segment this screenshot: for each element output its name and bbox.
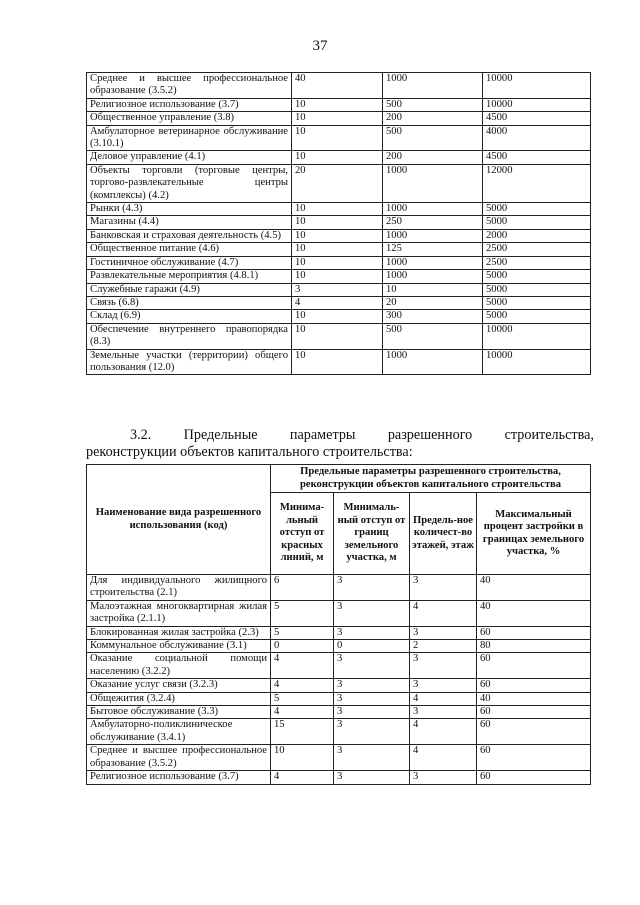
- value-cell: 3: [334, 575, 410, 601]
- value-cell: 10: [292, 125, 383, 151]
- use-type-cell: Оказание социальной помощи населению (3.2.2): [87, 653, 271, 679]
- use-type-cell: Для индивидуального жилищного строительства (2.1): [87, 575, 271, 601]
- value-cell: 10: [292, 243, 383, 256]
- value-cell: 5000: [483, 296, 591, 309]
- value-cell: 10: [292, 112, 383, 125]
- value-cell: 10: [292, 98, 383, 111]
- page-number: 37: [312, 38, 328, 54]
- value-cell: 10000: [483, 73, 591, 99]
- value-cell: 4: [271, 679, 334, 692]
- header-red-line-setback: Минима-льный отступ от красных линий, м: [271, 493, 334, 575]
- header-boundary-setback: Минималь-ный отступ от границ земельного участка, м: [334, 493, 410, 575]
- table-row: [87, 323, 591, 349]
- value-cell: 4: [271, 706, 334, 719]
- use-type-cell: Малоэтажная многоквартирная жилая застройка (2.1.1): [87, 600, 271, 626]
- section-word-2: параметры: [289, 427, 356, 443]
- table-row: [87, 706, 591, 719]
- use-type-cell: Религиозное использование (3.7): [87, 771, 271, 784]
- section-number: 3.2.: [130, 427, 152, 443]
- value-cell: 15: [271, 719, 334, 745]
- use-type-cell: Служебные гаражи (4.9): [87, 283, 292, 296]
- table-row: [87, 296, 591, 309]
- value-cell: 10000: [483, 323, 591, 349]
- value-cell: 3: [334, 706, 410, 719]
- section-word-3: разрешенного: [387, 427, 473, 443]
- value-cell: 4: [410, 719, 477, 745]
- value-cell: 40: [477, 600, 591, 626]
- value-cell: 250: [383, 216, 483, 229]
- table-row: [87, 98, 591, 111]
- value-cell: 40: [477, 575, 591, 601]
- value-cell: 1000: [383, 229, 483, 242]
- value-cell: 4: [271, 771, 334, 784]
- use-type-cell: Коммунальное обслуживание (3.1): [87, 640, 271, 653]
- value-cell: 3: [410, 679, 477, 692]
- section-line-2: реконструкции объектов капитального строительства:: [86, 444, 413, 460]
- value-cell: 4: [271, 653, 334, 679]
- value-cell: 20: [383, 296, 483, 309]
- header-use-type: Наименование вида разрешенного использования (код): [87, 465, 271, 575]
- value-cell: 10: [292, 310, 383, 323]
- use-type-cell: Обеспечение внутреннего правопорядка (8.3): [87, 323, 292, 349]
- value-cell: 60: [477, 653, 591, 679]
- value-cell: 3: [334, 653, 410, 679]
- value-cell: 60: [477, 745, 591, 771]
- value-cell: 5000: [483, 216, 591, 229]
- value-cell: 5000: [483, 310, 591, 323]
- table-row: [87, 151, 591, 164]
- value-cell: 4: [410, 600, 477, 626]
- value-cell: 10: [292, 349, 383, 375]
- table-row: [87, 719, 591, 745]
- value-cell: 500: [383, 323, 483, 349]
- table-row: [87, 216, 591, 229]
- section-heading: [86, 427, 594, 461]
- value-cell: 1000: [383, 203, 483, 216]
- value-cell: 40: [292, 73, 383, 99]
- value-cell: 3: [334, 719, 410, 745]
- value-cell: 60: [477, 626, 591, 639]
- land-use-limits-table: [86, 72, 591, 375]
- table-row: [87, 310, 591, 323]
- value-cell: 4500: [483, 151, 591, 164]
- value-cell: 3: [334, 745, 410, 771]
- use-type-cell: Банковская и страховая деятельность (4.5): [87, 229, 292, 242]
- value-cell: 3: [410, 706, 477, 719]
- value-cell: 1000: [383, 349, 483, 375]
- value-cell: 500: [383, 98, 483, 111]
- use-type-cell: Гостиничное обслуживание (4.7): [87, 256, 292, 269]
- value-cell: 1000: [383, 256, 483, 269]
- value-cell: 10: [292, 229, 383, 242]
- table-row: [87, 125, 591, 151]
- table-row: [87, 243, 591, 256]
- value-cell: 1000: [383, 73, 483, 99]
- value-cell: 200: [383, 112, 483, 125]
- header-limits-group: Предельные параметры разрешенного строительства, реконструкции объектов капитального строительства: [271, 465, 591, 493]
- value-cell: 300: [383, 310, 483, 323]
- value-cell: 5: [271, 626, 334, 639]
- value-cell: 0: [334, 640, 410, 653]
- use-type-cell: Магазины (4.4): [87, 216, 292, 229]
- value-cell: 4: [410, 745, 477, 771]
- value-cell: 10: [292, 270, 383, 283]
- value-cell: 4: [292, 296, 383, 309]
- use-type-cell: Амбулаторно-поликлиническое обслуживание (3.4.1): [87, 719, 271, 745]
- value-cell: 10000: [483, 98, 591, 111]
- use-type-cell: Общественное управление (3.8): [87, 112, 292, 125]
- table-row: [87, 270, 591, 283]
- table-row: [87, 256, 591, 269]
- value-cell: 0: [271, 640, 334, 653]
- use-type-cell: Общественное питание (4.6): [87, 243, 292, 256]
- value-cell: 60: [477, 679, 591, 692]
- value-cell: 10: [292, 203, 383, 216]
- section-word-4: строительства,: [504, 427, 594, 443]
- value-cell: 3: [334, 626, 410, 639]
- table-row: [87, 229, 591, 242]
- value-cell: 10: [383, 283, 483, 296]
- value-cell: 3: [410, 575, 477, 601]
- table-row: [87, 112, 591, 125]
- use-type-cell: Деловое управление (4.1): [87, 151, 292, 164]
- use-type-cell: Развлекательные мероприятия (4.8.1): [87, 270, 292, 283]
- value-cell: 2500: [483, 256, 591, 269]
- value-cell: 4: [410, 692, 477, 705]
- table-row: [87, 349, 591, 375]
- value-cell: 10: [292, 216, 383, 229]
- table-row: [87, 575, 591, 601]
- use-type-cell: Общежития (3.2.4): [87, 692, 271, 705]
- value-cell: 5000: [483, 203, 591, 216]
- table-row: [87, 692, 591, 705]
- use-type-cell: Блокированная жилая застройка (2.3): [87, 626, 271, 639]
- table-row: [87, 640, 591, 653]
- use-type-cell: Оказание услуг связи (3.2.3): [87, 679, 271, 692]
- value-cell: 3: [292, 283, 383, 296]
- value-cell: 200: [383, 151, 483, 164]
- value-cell: 20: [292, 164, 383, 202]
- use-type-cell: Связь (6.8): [87, 296, 292, 309]
- header-building-percent: Максимальный процент застройки в границах земельного участка, %: [477, 493, 591, 575]
- value-cell: 3: [410, 771, 477, 784]
- value-cell: 3: [410, 653, 477, 679]
- value-cell: 3: [410, 626, 477, 639]
- value-cell: 2: [410, 640, 477, 653]
- value-cell: 2500: [483, 243, 591, 256]
- table-row: [87, 203, 591, 216]
- value-cell: 10000: [483, 349, 591, 375]
- table-row: [87, 745, 591, 771]
- value-cell: 60: [477, 771, 591, 784]
- table-row: [87, 679, 591, 692]
- value-cell: 3: [334, 679, 410, 692]
- value-cell: 3: [334, 600, 410, 626]
- value-cell: 10: [292, 256, 383, 269]
- table-row: [87, 600, 591, 626]
- table-row: [87, 283, 591, 296]
- use-type-cell: Бытовое обслуживание (3.3): [87, 706, 271, 719]
- value-cell: 10: [292, 323, 383, 349]
- value-cell: 4000: [483, 125, 591, 151]
- value-cell: 10: [271, 745, 334, 771]
- construction-parameters-table: [86, 464, 591, 785]
- value-cell: 4500: [483, 112, 591, 125]
- use-type-cell: Объекты торговли (торговые центры, торгово-развлекательные центры (комплексы) (4.2): [87, 164, 292, 202]
- value-cell: 60: [477, 706, 591, 719]
- value-cell: 80: [477, 640, 591, 653]
- value-cell: 500: [383, 125, 483, 151]
- table-row: [87, 771, 591, 784]
- value-cell: 1000: [383, 164, 483, 202]
- use-type-cell: Среднее и высшее профессиональное образование (3.5.2): [87, 73, 292, 99]
- value-cell: 5: [271, 692, 334, 705]
- table-row: [87, 164, 591, 202]
- value-cell: 3: [334, 692, 410, 705]
- value-cell: 5: [271, 600, 334, 626]
- value-cell: 12000: [483, 164, 591, 202]
- use-type-cell: Склад (6.9): [87, 310, 292, 323]
- value-cell: 40: [477, 692, 591, 705]
- header-floor-count: Предель-ное количест-во этажей, этаж: [410, 493, 477, 575]
- value-cell: 5000: [483, 283, 591, 296]
- table-row: [87, 653, 591, 679]
- table-row: [87, 73, 591, 99]
- use-type-cell: Среднее и высшее профессиональное образование (3.5.2): [87, 745, 271, 771]
- value-cell: 60: [477, 719, 591, 745]
- value-cell: 2000: [483, 229, 591, 242]
- section-word-1: Предельные: [183, 427, 258, 443]
- value-cell: 6: [271, 575, 334, 601]
- table-row: [87, 626, 591, 639]
- use-type-cell: Амбулаторное ветеринарное обслуживание (3.10.1): [87, 125, 292, 151]
- value-cell: 1000: [383, 270, 483, 283]
- use-type-cell: Рынки (4.3): [87, 203, 292, 216]
- value-cell: 10: [292, 151, 383, 164]
- value-cell: 5000: [483, 270, 591, 283]
- use-type-cell: Религиозное использование (3.7): [87, 98, 292, 111]
- value-cell: 125: [383, 243, 483, 256]
- use-type-cell: Земельные участки (территории) общего пользования (12.0): [87, 349, 292, 375]
- value-cell: 3: [334, 771, 410, 784]
